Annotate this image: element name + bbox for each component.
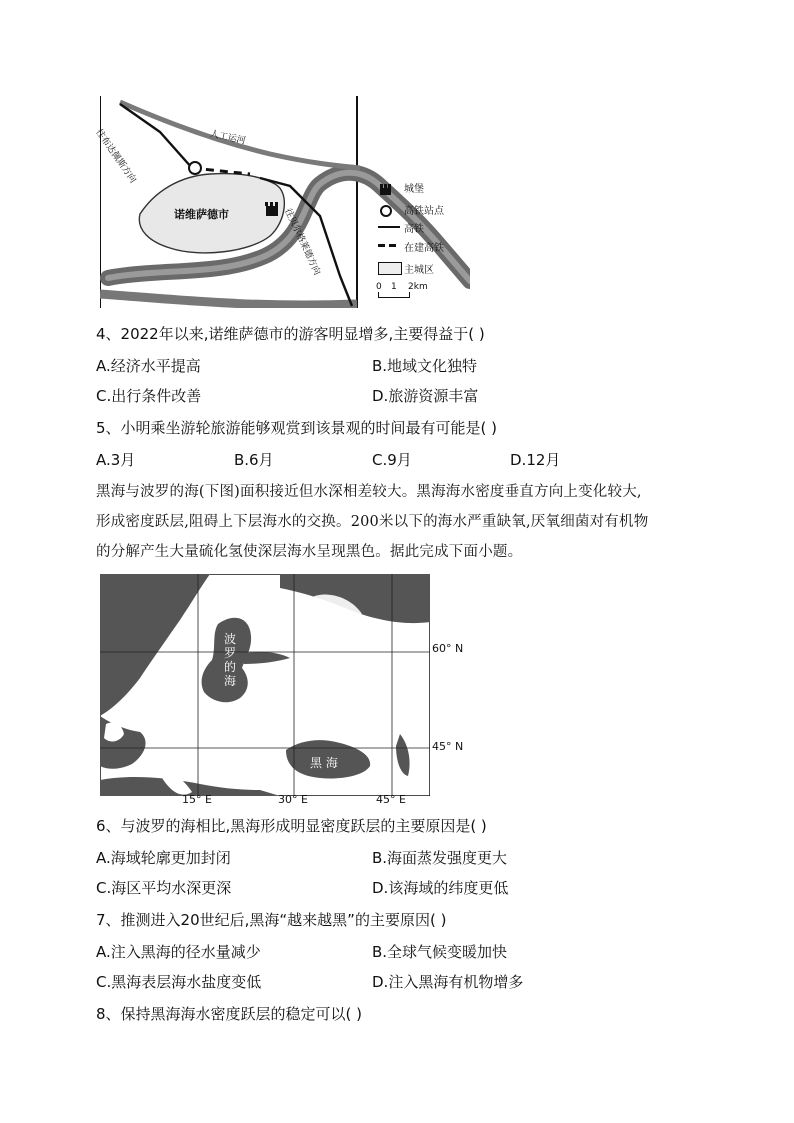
map-legend (378, 178, 468, 308)
q4-option-d[interactable]: D.旅游资源丰富 (372, 387, 479, 405)
city-label: 诺维萨德市 (174, 208, 229, 221)
q7-option-b[interactable]: B.全球气候变暖加快 (372, 943, 508, 961)
lat-60-label: 60° N (432, 642, 464, 655)
lon-45-label: 45° E (376, 793, 406, 806)
black-sea-label: 黑 海 (310, 756, 338, 770)
scale-two: 2km (408, 282, 428, 292)
canal-label: 人工运河 (209, 129, 247, 147)
lon-15-label: 15° E (182, 793, 212, 806)
scale-bar (378, 292, 410, 298)
q4-option-a[interactable]: A.经济水平提高 (96, 357, 201, 375)
rail-building-icon (378, 244, 400, 247)
q7-option-d[interactable]: D.注入黑海有机物增多 (372, 973, 524, 991)
rail-direction-budapest: 往布达佩斯方向 (93, 127, 138, 186)
q5-option-c[interactable]: C.9月 (372, 451, 412, 469)
novi-sad-map (93, 96, 470, 308)
q6-option-d[interactable]: D.该海域的纬度更低 (372, 879, 509, 897)
q4-option-b[interactable]: B.地域文化独特 (372, 357, 478, 375)
legend-urban: 主城区 (404, 265, 434, 276)
rail-direction-belgrade: 往贝尔格莱德方向 (282, 207, 322, 277)
passage-line-1: 黑海与波罗的海(下图)面积接近但水深相差较大。黑海海水密度垂直方向上变化较大, (96, 484, 642, 500)
question-8-stem: 8、保持黑海海水密度跃层的稳定可以( ) (96, 1005, 363, 1023)
baltic-label-2: 罗 (224, 646, 237, 660)
scale-zero: 0 (376, 282, 382, 292)
passage-line-2: 形成密度跃层,阻碍上下层海水的交换。200米以下的海水严重缺氧,厌氧细菌对有机物 (96, 514, 649, 530)
lat-45-label: 45° N (432, 740, 464, 753)
q4-option-c[interactable]: C.出行条件改善 (96, 387, 202, 405)
passage-line-3: 的分解产生大量硫化氢使深层海水呈现黑色。据此完成下面小题。 (96, 544, 523, 560)
legend-rail-building: 在建高铁 (404, 243, 444, 254)
scale-one: 1 (391, 282, 397, 292)
q7-option-a[interactable]: A.注入黑海的径水量减少 (96, 943, 261, 961)
q5-option-b[interactable]: B.6月 (234, 451, 274, 469)
q6-option-c[interactable]: C.海区平均水深更深 (96, 879, 232, 897)
europe-map-graphic (100, 574, 430, 796)
legend-station: 高铁站点 (404, 206, 444, 217)
question-7-stem: 7、推测进入20世纪后,黑海“越来越黑”的主要原因( ) (96, 911, 447, 929)
baltic-label-3: 的 (224, 660, 237, 674)
rail-line-icon (378, 226, 400, 228)
question-5-stem: 5、小明乘坐游轮旅游能够观赏到该景观的时间最有可能是( ) (96, 419, 498, 437)
q5-option-d[interactable]: D.12月 (510, 451, 561, 469)
baltic-label-1: 波 (224, 632, 237, 646)
q7-option-c[interactable]: C.黑海表层海水盐度变低 (96, 973, 262, 991)
europe-map (100, 574, 480, 808)
legend-rail: 高铁 (404, 224, 424, 235)
legend-castle: 城堡 (404, 184, 424, 195)
q6-option-b[interactable]: B.海面蒸发强度更大 (372, 849, 508, 867)
question-6-stem: 6、与波罗的海相比,黑海形成明显密度跃层的主要原因是( ) (96, 817, 487, 835)
lon-30-label: 30° E (278, 793, 308, 806)
baltic-label-4: 海 (224, 674, 237, 688)
question-4-stem: 4、2022年以来,诺维萨德市的游客明显增多,主要得益于( ) (96, 325, 485, 343)
q6-option-a[interactable]: A.海域轮廓更加封闭 (96, 849, 231, 867)
q5-option-a[interactable]: A.3月 (96, 451, 136, 469)
castle-icon (380, 180, 391, 191)
station-icon (380, 202, 392, 221)
urban-area-icon (378, 262, 402, 275)
